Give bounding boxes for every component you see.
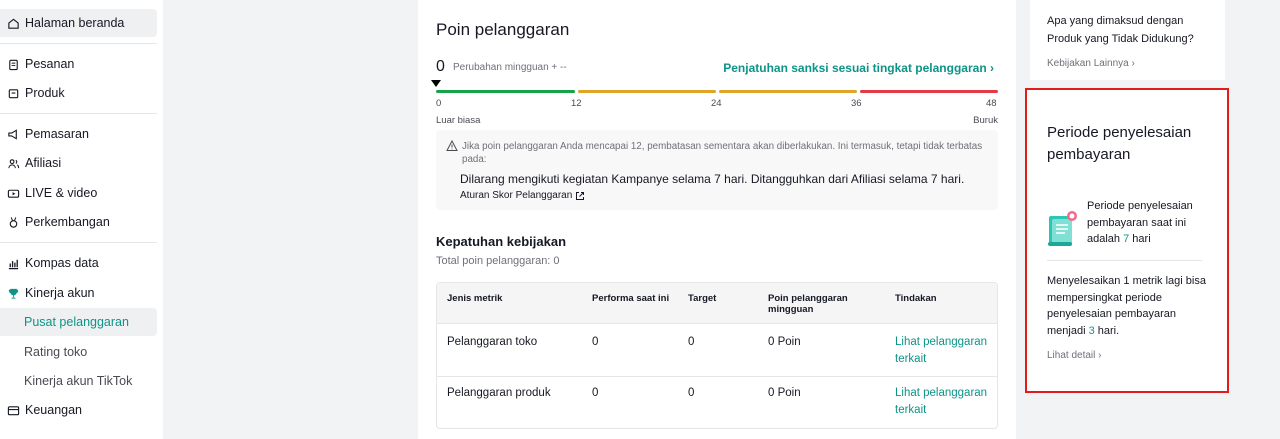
scale-tick: 36 <box>851 98 862 109</box>
sidebar-item-affiliate[interactable] <box>0 149 157 177</box>
scale-label-poor: Buruk <box>973 115 998 126</box>
policy-compliance-title: Kepatuhan kebijakan <box>436 234 567 249</box>
current-value: 0 <box>592 336 599 348</box>
wallet-icon <box>6 403 20 417</box>
weekly-change-label: Perubahan mingguan <box>453 62 549 73</box>
divider <box>0 113 157 114</box>
scale-segment-warn-2 <box>719 90 857 93</box>
sidebar-item-label: Kinerja akun TikTok <box>24 374 133 388</box>
warning-restrictions: Dilarang mengikuti kegiatan Kampanye selama 7 hari. Ditangguhkan dari Afiliasi selama 7 hari. <box>460 172 965 186</box>
video-icon <box>6 186 20 200</box>
weekly-points: 0 Poin <box>768 336 801 348</box>
score-marker <box>431 80 441 87</box>
sidebar-item-label: Halaman beranda <box>25 16 125 30</box>
scale-tick: 48 <box>986 98 997 109</box>
chevron-right-icon: › <box>990 61 994 75</box>
sidebar-item-home[interactable] <box>0 9 157 37</box>
more-policies-link[interactable] <box>1047 58 1135 69</box>
faq-panel <box>1030 0 1225 80</box>
sidebar-item-label: Keuangan <box>25 403 83 417</box>
tip-unit: hari. <box>1097 324 1120 337</box>
column-header: Tindakan <box>895 293 937 304</box>
faq-question-link[interactable]: Apa yang dimaksud dengan Produk yang Tidak Didukung? <box>1047 15 1194 45</box>
metric-name: Pelanggaran toko <box>447 336 538 348</box>
scale-segment-warn-1 <box>578 90 716 93</box>
policy-table <box>436 282 998 429</box>
total-violation-points: Total poin pelanggaran: 0 <box>436 255 560 267</box>
sidebar <box>0 0 163 439</box>
scale-tick: 24 <box>711 98 722 109</box>
sanction-level-link[interactable] <box>723 61 994 75</box>
more-policies-label: Kebijakan Lainnya <box>1047 58 1129 69</box>
tip-text: Menyelesaikan 1 metrik lagi bisa mempersingkat periode penyelesaian pembayaran menjadi <box>1047 275 1206 337</box>
sidebar-item-label: Pusat pelanggaran <box>24 315 129 329</box>
sidebar-item-label: Rating toko <box>24 345 88 359</box>
table-header <box>437 283 997 323</box>
rules-link-label: Aturan Skor Pelanggaran <box>460 190 573 201</box>
view-violations-link[interactable]: Lihat pelanggaran terkait <box>895 387 988 416</box>
page-title: Poin pelanggaran <box>436 20 570 39</box>
sidebar-item-live-video[interactable] <box>0 179 157 207</box>
view-details-label: Lihat detail <box>1047 350 1096 361</box>
view-details-link[interactable] <box>1047 350 1102 361</box>
current-period-text: Periode penyelesaian pembayaran saat ini adalah <box>1087 200 1193 245</box>
table-row <box>437 376 997 429</box>
target-value: 0 <box>688 387 695 399</box>
target-value: 0 <box>688 336 695 348</box>
external-link-icon <box>575 191 585 201</box>
settlement-tip <box>1047 273 1217 339</box>
sidebar-item-account-performance[interactable] <box>0 279 157 307</box>
settlement-period-title: Periode penyelesaian pembayaran <box>1047 124 1192 163</box>
current-period-days: 7 <box>1123 233 1130 245</box>
table-row <box>437 323 997 377</box>
scale-segment-good <box>436 90 575 93</box>
column-header: Jenis metrik <box>447 293 503 304</box>
violation-rules-link[interactable] <box>460 190 585 201</box>
trophy-icon <box>6 286 20 300</box>
warning-text: Jika poin pelanggaran Anda mencapai 12, pembatasan sementara akan diberlakukan. Ini termasuk, tetapi tidak terbatas pada: <box>462 141 983 165</box>
sidebar-item-label: Pesanan <box>25 57 75 71</box>
weekly-points: 0 Poin <box>768 387 801 399</box>
sidebar-item-violation-center[interactable] <box>0 308 157 336</box>
weekly-change-value: + -- <box>551 62 567 73</box>
sidebar-item-products[interactable] <box>0 79 157 107</box>
sidebar-item-label: Produk <box>25 86 65 100</box>
sidebar-item-data-compass[interactable] <box>0 249 157 277</box>
scale-tick: 12 <box>571 98 582 109</box>
sidebar-item-label: Perkembangan <box>25 215 110 229</box>
divider <box>0 242 157 243</box>
document-illustration-icon <box>1046 210 1080 248</box>
sidebar-item-finance[interactable] <box>0 396 157 424</box>
divider <box>0 43 157 44</box>
sidebar-item-label: Kompas data <box>25 256 99 270</box>
sidebar-item-label: LIVE & video <box>25 186 98 200</box>
divider <box>1047 260 1202 261</box>
scale-segment-bad <box>860 90 998 93</box>
users-icon <box>6 156 20 170</box>
current-settlement-period <box>1087 198 1217 248</box>
column-header: Target <box>688 293 717 304</box>
sidebar-item-label: Kinerja akun <box>25 286 95 300</box>
scale-tick: 0 <box>436 98 442 109</box>
box-icon <box>6 86 20 100</box>
weekly-change <box>453 62 567 73</box>
medal-icon <box>6 215 20 229</box>
sidebar-item-orders[interactable] <box>0 50 157 78</box>
column-header: Poin pelanggaran mingguan <box>768 293 848 315</box>
violation-score: 0 <box>436 58 445 75</box>
warning-icon <box>446 140 458 152</box>
bar-chart-icon <box>6 256 20 270</box>
sidebar-item-growth[interactable] <box>0 208 157 236</box>
sidebar-item-label: Afiliasi <box>25 156 62 170</box>
sidebar-item-marketing[interactable] <box>0 120 157 148</box>
sidebar-item-tiktok-account-performance[interactable] <box>0 367 157 395</box>
sidebar-item-label: Pemasaran <box>25 127 89 141</box>
chevron-right-icon: › <box>1131 58 1135 69</box>
view-violations-link[interactable]: Lihat pelanggaran terkait <box>895 336 988 365</box>
sanction-link-label: Penjatuhan sanksi sesuai tingkat pelanggaran <box>723 61 987 75</box>
sidebar-item-store-rating[interactable] <box>0 338 157 366</box>
column-header: Performa saat ini <box>592 293 670 304</box>
metric-name: Pelanggaran produk <box>447 387 551 399</box>
clipboard-icon <box>6 57 20 71</box>
home-icon <box>6 16 20 30</box>
current-period-unit: hari <box>1132 233 1151 245</box>
violation-points-card <box>418 0 1016 439</box>
settlement-period-card <box>1025 88 1229 393</box>
current-value: 0 <box>592 387 599 399</box>
tip-days: 3 <box>1088 324 1095 337</box>
megaphone-icon <box>6 127 20 141</box>
restriction-warning <box>436 130 998 210</box>
scale-label-excellent: Luar biasa <box>436 115 481 126</box>
chevron-right-icon: › <box>1098 350 1102 361</box>
